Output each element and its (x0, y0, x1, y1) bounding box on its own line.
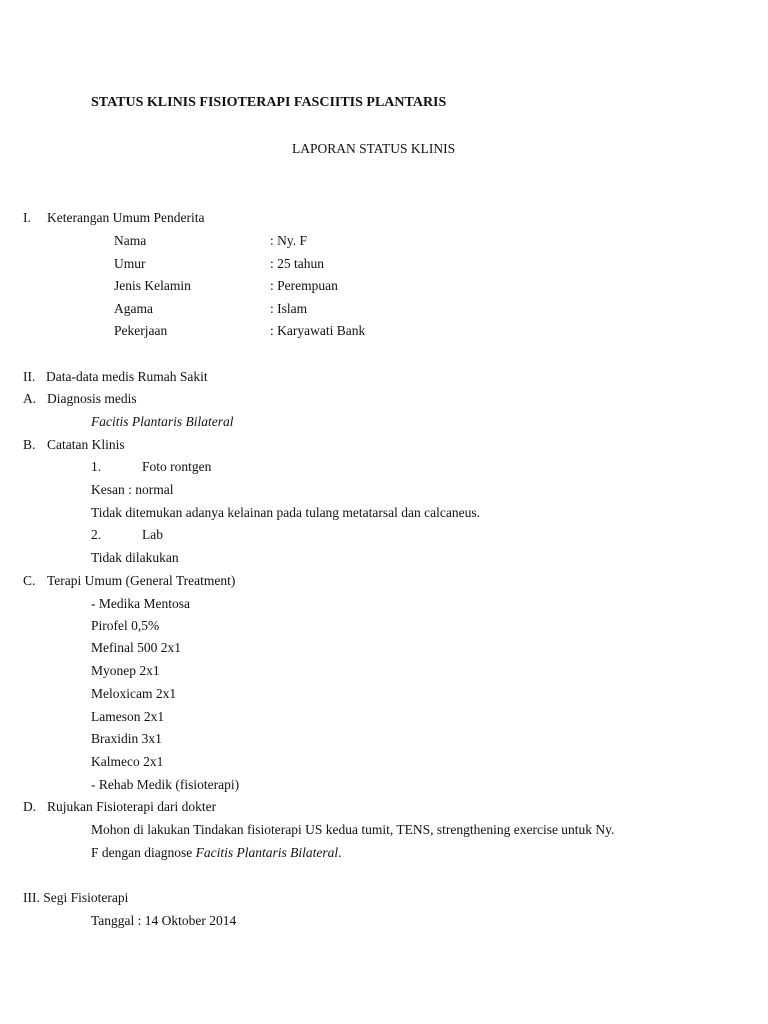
kesan-text: Kesan : normal (91, 482, 174, 497)
tanggal-text: Tanggal : 14 Oktober 2014 (91, 913, 237, 928)
clinical-item-1-label: Foto rontgen (142, 459, 212, 474)
clinical-item-1-number: 1. (91, 459, 102, 474)
field-label-jenis-kelamin: Jenis Kelamin (114, 278, 191, 293)
field-label-umur: Umur (114, 256, 146, 271)
therapy-line: Myonep 2x1 (91, 663, 160, 678)
subsection-d-heading: Rujukan Fisioterapi dari dokter (47, 799, 217, 814)
therapy-line: Kalmeco 2x1 (91, 754, 164, 769)
clinical-item-2-label: Lab (142, 527, 163, 542)
section-1-heading: Keterangan Umum Penderita (47, 210, 205, 225)
field-value-umur: : 25 tahun (270, 256, 324, 271)
referral-line-1: Mohon di lakukan Tindakan fisioterapi US kedua tumit, TENS, strengthening exercise untuk Ny. (91, 822, 615, 837)
field-label-nama: Nama (114, 233, 147, 248)
field-value-agama: : Islam (270, 301, 308, 316)
clinical-item-2-number: 2. (91, 527, 102, 542)
subsection-a-letter: A. (23, 391, 37, 406)
subsection-c-heading: Terapi Umum (General Treatment) (47, 573, 236, 588)
field-label-pekerjaan: Pekerjaan (114, 323, 168, 338)
referral-line-2 (91, 845, 341, 861)
therapy-line: - Rehab Medik (fisioterapi) (91, 777, 240, 792)
field-value-nama: : Ny. F (270, 233, 308, 248)
therapy-line: Braxidin 3x1 (91, 731, 162, 746)
subsection-b-letter: B. (23, 437, 36, 452)
field-label-agama: Agama (114, 301, 153, 316)
therapy-line: - Medika Mentosa (91, 596, 190, 611)
diagnosis-text: Facitis Plantaris Bilateral (91, 414, 234, 429)
therapy-line: Lameson 2x1 (91, 709, 165, 724)
document-subtitle: LAPORAN STATUS KLINIS (292, 141, 456, 156)
therapy-line: Mefinal 500 2x1 (91, 640, 181, 655)
therapy-line: Meloxicam 2x1 (91, 686, 177, 701)
section-2-number: II. (23, 369, 36, 384)
field-value-jenis-kelamin: : Perempuan (270, 278, 338, 293)
therapy-line: Pirofel 0,5% (91, 618, 160, 633)
referral-line-2-prefix: F dengan diagnose (91, 845, 196, 860)
subsection-c-letter: C. (23, 573, 36, 588)
lab-result-text: Tidak dilakukan (91, 550, 179, 565)
section-3-heading: III. Segi Fisioterapi (23, 890, 129, 905)
section-1-number: I. (23, 210, 31, 225)
section-2-heading: Data-data medis Rumah Sakit (46, 369, 208, 384)
subsection-b-heading: Catatan Klinis (47, 437, 125, 452)
finding-text: Tidak ditemukan adanya kelainan pada tulang metatarsal dan calcaneus. (91, 505, 480, 520)
field-value-pekerjaan: : Karyawati Bank (270, 323, 366, 338)
referral-diagnosis: Facitis Plantaris Bilateral (195, 845, 339, 860)
referral-line-2-suffix: . (338, 845, 342, 860)
subsection-a-heading: Diagnosis medis (47, 391, 137, 406)
subsection-d-letter: D. (23, 799, 37, 814)
document-title: STATUS KLINIS FISIOTERAPI FASCIITIS PLANTARIS (91, 95, 447, 110)
